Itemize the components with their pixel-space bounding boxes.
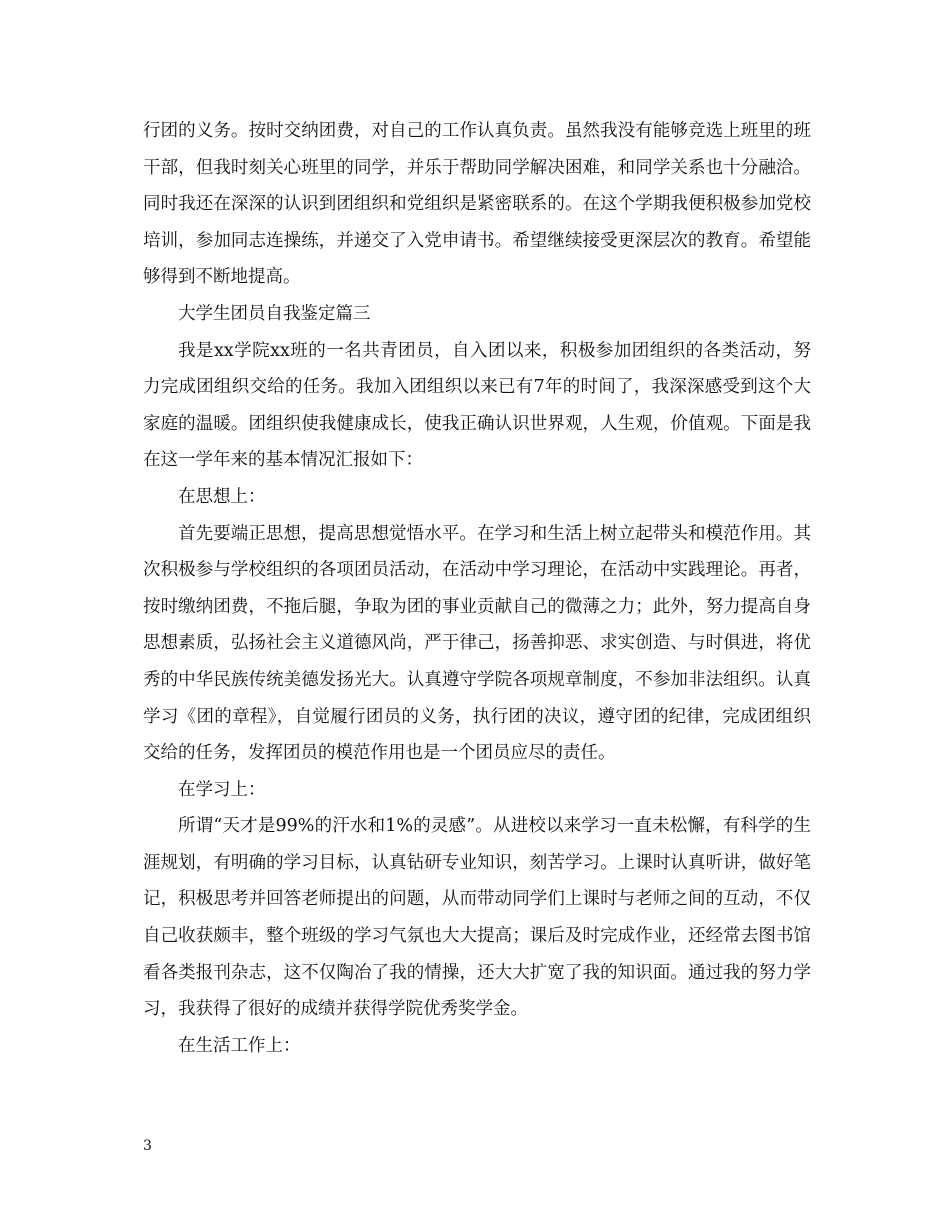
paragraph-intro: 我是xx学院xx班的一名共青团员，自入团以来，积极参加团组织的各类活动，努力完成团组织交给的任务。我加入团组织以来已有7年的时间了，我深深感受到这个大家庭的温暖。团组织使我健康成长，使我正确认识世界观，人生观，价值观。下面是我在这一学年来的基本情况汇报如下： bbox=[143, 340, 811, 471]
paragraph-study: 所谓“天才是99%的汗水和1%的灵感”。从进校以来学习一直未松懈，有科学的生涯规划，有明确的学习目标，认真钻研专业知识，刻苦学习。上课时认真听讲，做好笔记，积极思考并回答老师提出的问题，从而带动同学们上课时与老师之间的互动，不仅自己收获颇丰，整个班级的学习气氛也大大提高；课后及时完成作业，还经常去图书馆看各类报刊杂志，这不仅陶冶了我的情操，还大大扩宽了我的知识面。通过我的努力学习，我获得了很好的成绩并获得学院优秀奖学金。 bbox=[143, 816, 811, 1020]
paragraph-continuation: 行团的义务。按时交纳团费，对自己的工作认真负责。虽然我没有能够竞选上班里的班干部，但我时刻关心班里的同学，并乐于帮助同学解决困难，和同学关系也十分融洽。同时我还在深深的认识到团组织和党组织是紧密联系的。在这个学期我便积极参加党校培训，参加同志连操练，并递交了入党申请书。希望继续接受更深层次的教育。希望能够得到不断地提高。 bbox=[143, 121, 811, 288]
subheading-thought: 在思想上： bbox=[178, 486, 266, 507]
document-body bbox=[143, 113, 811, 1064]
subheading-study: 在学习上： bbox=[178, 779, 266, 800]
section-heading: 大学生团员自我鉴定篇三 bbox=[178, 303, 371, 324]
page-number: 3 bbox=[143, 1138, 152, 1154]
paragraph-thought: 首先要端正思想，提高思想觉悟水平。在学习和生活上树立起带头和模范作用。其次积极参与学校组织的各项团员活动，在活动中学习理论，在活动中实践理论。再者，按时缴纳团费，不拖后腿，争取为团的事业贡献自己的微薄之力；此外，努力提高自身思想素质，弘扬社会主义道德风尚，严于律己，扬善抑恶、求实创造、与时俱进，将优秀的中华民族传统美德发扬光大。认真遵守学院各项规章制度，不参加非法组织。认真学习《团的章程》，自觉履行团员的义务，执行团的决议，遵守团的纪律，完成团组织交给的任务，发挥团员的模范作用也是一个团员应尽的责任。 bbox=[143, 523, 811, 764]
subheading-life-work: 在生活工作上： bbox=[178, 1035, 301, 1056]
